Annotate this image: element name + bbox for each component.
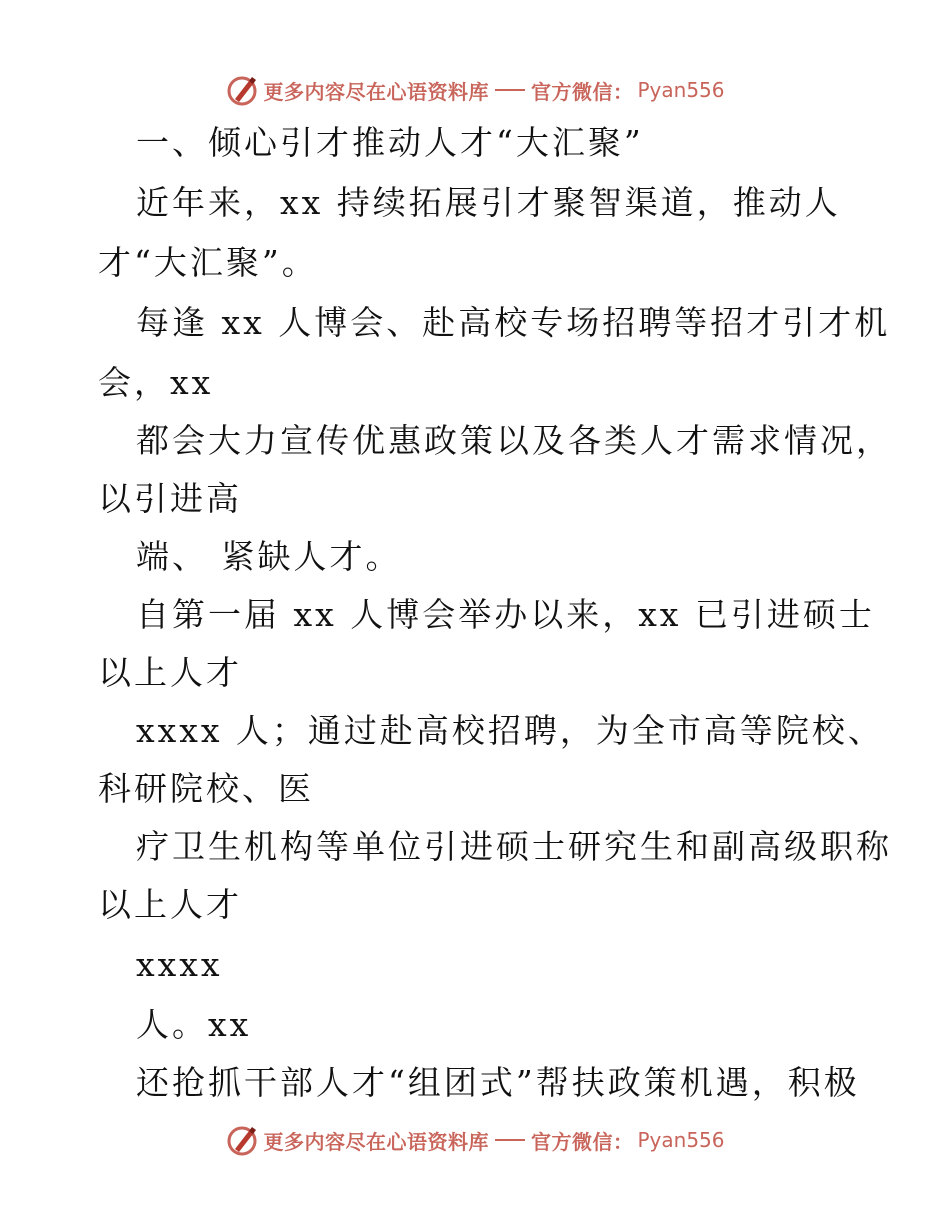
paragraph-line: 以上人才 [98,653,242,692]
paragraph-line: 端、 紧缺人才。 [136,537,402,576]
paragraph-line: 近年来，xx 持续拓展引才聚智渠道，推动人 [136,183,841,222]
paragraph-line: xxxx [136,945,223,984]
footer-watermark [0,1120,950,1160]
paragraph-line: 都会大力宣传优惠政策以及各类人才需求情况， [136,421,892,460]
watermark-account: Pyan556 [637,78,725,102]
watermark-label: 官方微信： [530,79,634,104]
paragraph-line: 人。xx [136,1005,252,1044]
section-heading: 一、倾心引才推动人才“大汇聚” [136,123,644,162]
paragraph-line: 还抢抓干部人才“组团式”帮扶政策机遇，积极 [136,1063,860,1102]
paragraph-line: 才“大汇聚”。 [98,243,318,282]
paragraph-line: xxxx 人；通过赴高校招聘，为全市高等院校、 [136,711,884,750]
paragraph-line: 科研院校、医 [98,769,314,808]
paragraph-line: 以上人才 [98,885,242,924]
watermark-separator [495,1139,525,1141]
paragraph-line: 以引进高 [98,479,242,518]
watermark-account: Pyan556 [637,1128,725,1152]
paragraph-line: 每逢 xx 人博会、赴高校专场招聘等招才引才机 [136,303,891,342]
paragraph-line: 自第一届 xx 人博会举办以来，xx 已引进硕士 [136,595,875,634]
header-watermark [0,70,950,110]
pen-logo-icon [225,1123,259,1157]
paragraph-line: 会，xx [98,363,214,402]
watermark-text: 更多内容尽在心语资料库 [263,1129,489,1154]
watermark-text: 更多内容尽在心语资料库 [263,79,489,104]
pen-logo-icon [225,73,259,107]
watermark-label: 官方微信： [530,1129,634,1154]
paragraph-line: 疗卫生机构等单位引进硕士研究生和副高级职称 [136,827,892,866]
watermark-separator [495,89,525,91]
